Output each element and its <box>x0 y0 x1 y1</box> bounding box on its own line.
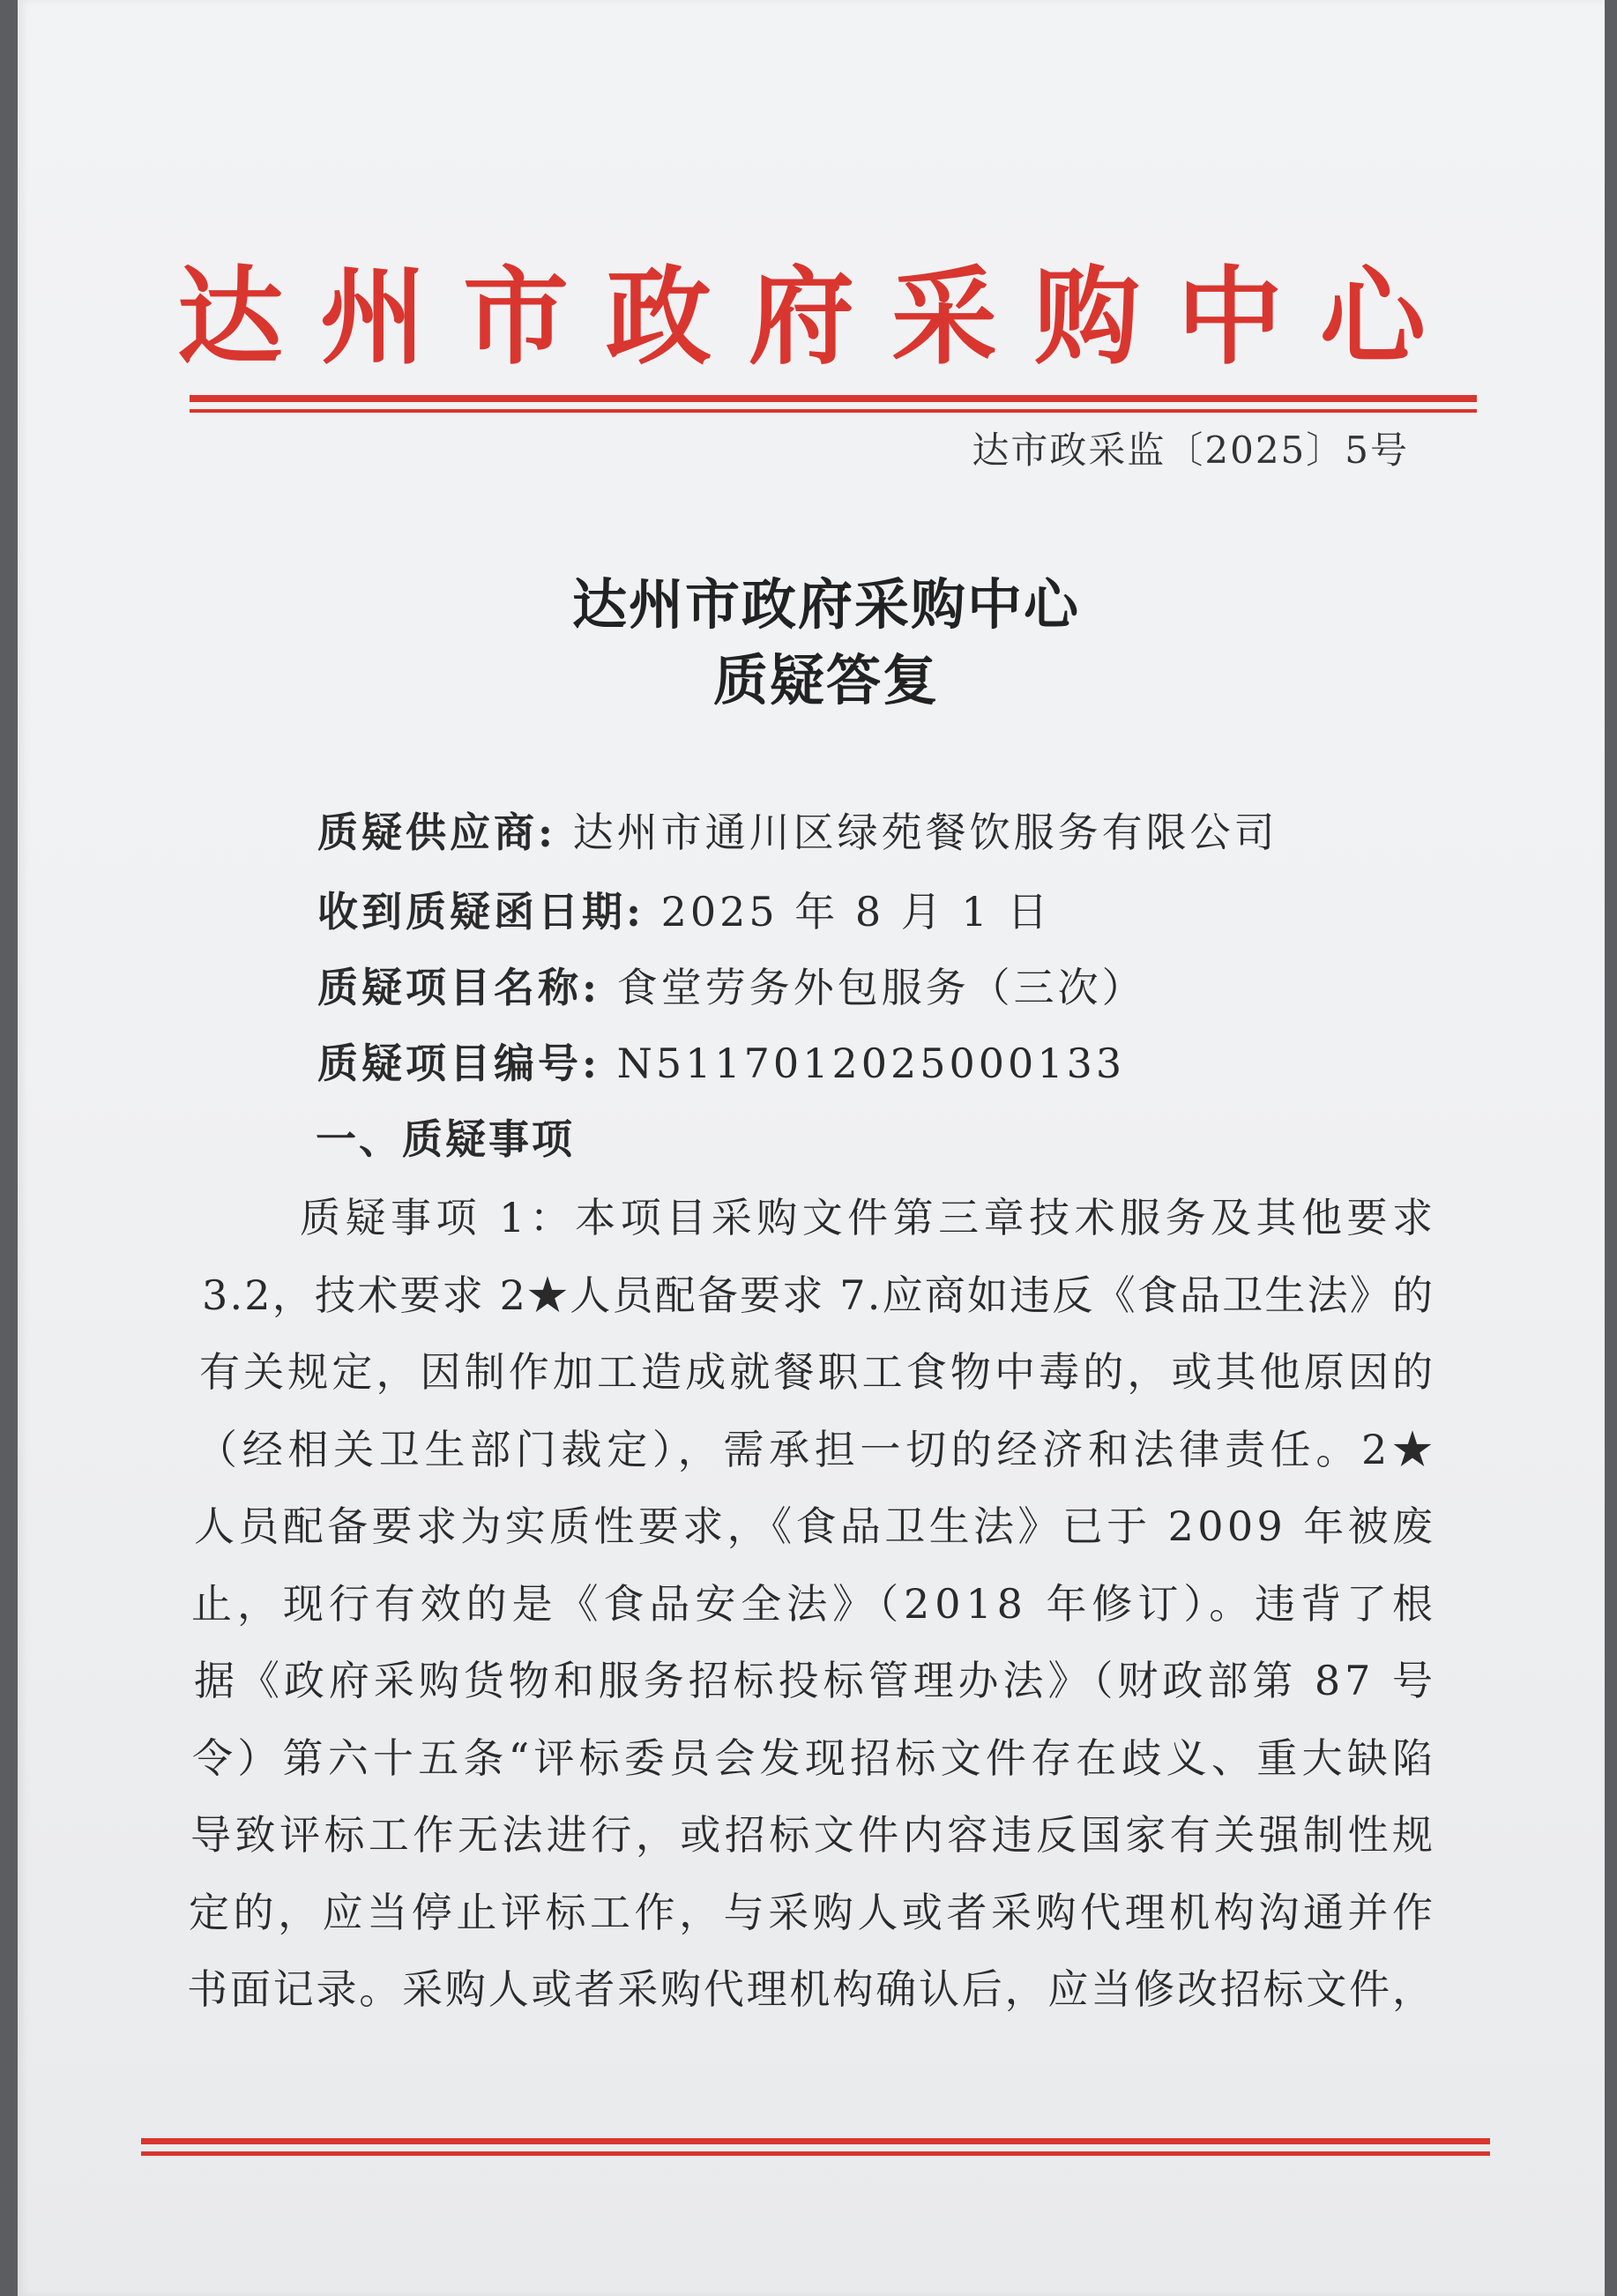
field-separator: : <box>582 964 600 1011</box>
document-title-line1: 达州市政府采购中心 <box>571 572 1080 637</box>
body-line: 有关规定，因制作加工造成就餐职工食物中毒的，或其他原因的 <box>199 1348 1437 1396</box>
field-value: 2025 年 8 月 1 日 <box>660 888 1052 936</box>
masthead-title: 达州市政府采购中心 <box>177 255 1463 379</box>
field-separator: : <box>538 809 556 856</box>
field-received-date <box>317 880 1051 938</box>
field-label: 质疑项目名称 <box>317 964 582 1011</box>
document-page <box>18 0 1605 2296</box>
masthead-rule-thin <box>190 409 1477 413</box>
body-line: 3.2，技术要求 2★人员配备要求 7.应商如违反《食品卫生法》的 <box>202 1271 1435 1319</box>
footer-rule-thick <box>141 2138 1490 2144</box>
field-value: 食堂劳务外包服务（三次） <box>616 964 1146 1011</box>
masthead-rule-thick <box>190 395 1477 402</box>
body-line: 人员配备要求为实质性要求，《食品卫生法》已于 2009 年被废 <box>194 1502 1437 1550</box>
footer-rule-thin <box>141 2151 1490 2156</box>
body-line: 导致评标工作无法进行，或招标文件内容违反国家有关强制性规 <box>190 1811 1437 1859</box>
field-project-name <box>317 956 1146 1014</box>
document-number: 达市政采监〔2025〕5号 <box>972 429 1409 472</box>
field-value: N5117012025000133 <box>616 1040 1126 1087</box>
field-label: 质疑供应商 <box>317 809 538 856</box>
field-separator: : <box>582 1040 600 1087</box>
body-line: 令）第六十五条“评标委员会发现招标文件存在歧义、重大缺陷 <box>192 1733 1438 1782</box>
field-project-number <box>317 1032 1125 1090</box>
body-line: 止，现行有效的是《食品安全法》（2018 年修订）。违背了根 <box>191 1579 1438 1628</box>
field-value: 达州市通川区绿苑餐饮服务有限公司 <box>572 809 1278 856</box>
field-supplier <box>317 801 1278 859</box>
document-title-line2: 质疑答复 <box>712 648 939 712</box>
field-separator: : <box>626 888 645 936</box>
field-label: 质疑项目编号 <box>317 1040 582 1087</box>
body-line: （经相关卫生部门裁定），需承担一切的经济和法律责任。2★ <box>197 1425 1438 1473</box>
body-line: 定的，应当停止评标工作，与采购人或者采购代理机构沟通并作 <box>189 1888 1437 1936</box>
body-line: 据《政府采购货物和服务招标投标管理办法》（财政部第 87 号 <box>194 1657 1437 1704</box>
body-line: 质疑事项 1：本项目采购文件第三章技术服务及其他要求 <box>300 1194 1438 1241</box>
section-heading: 一、质疑事项 <box>316 1115 575 1163</box>
body-line: 书面记录。采购人或者采购代理机构确认后，应当修改招标文件， <box>187 1965 1435 2013</box>
field-label: 收到质疑函日期 <box>317 888 626 936</box>
